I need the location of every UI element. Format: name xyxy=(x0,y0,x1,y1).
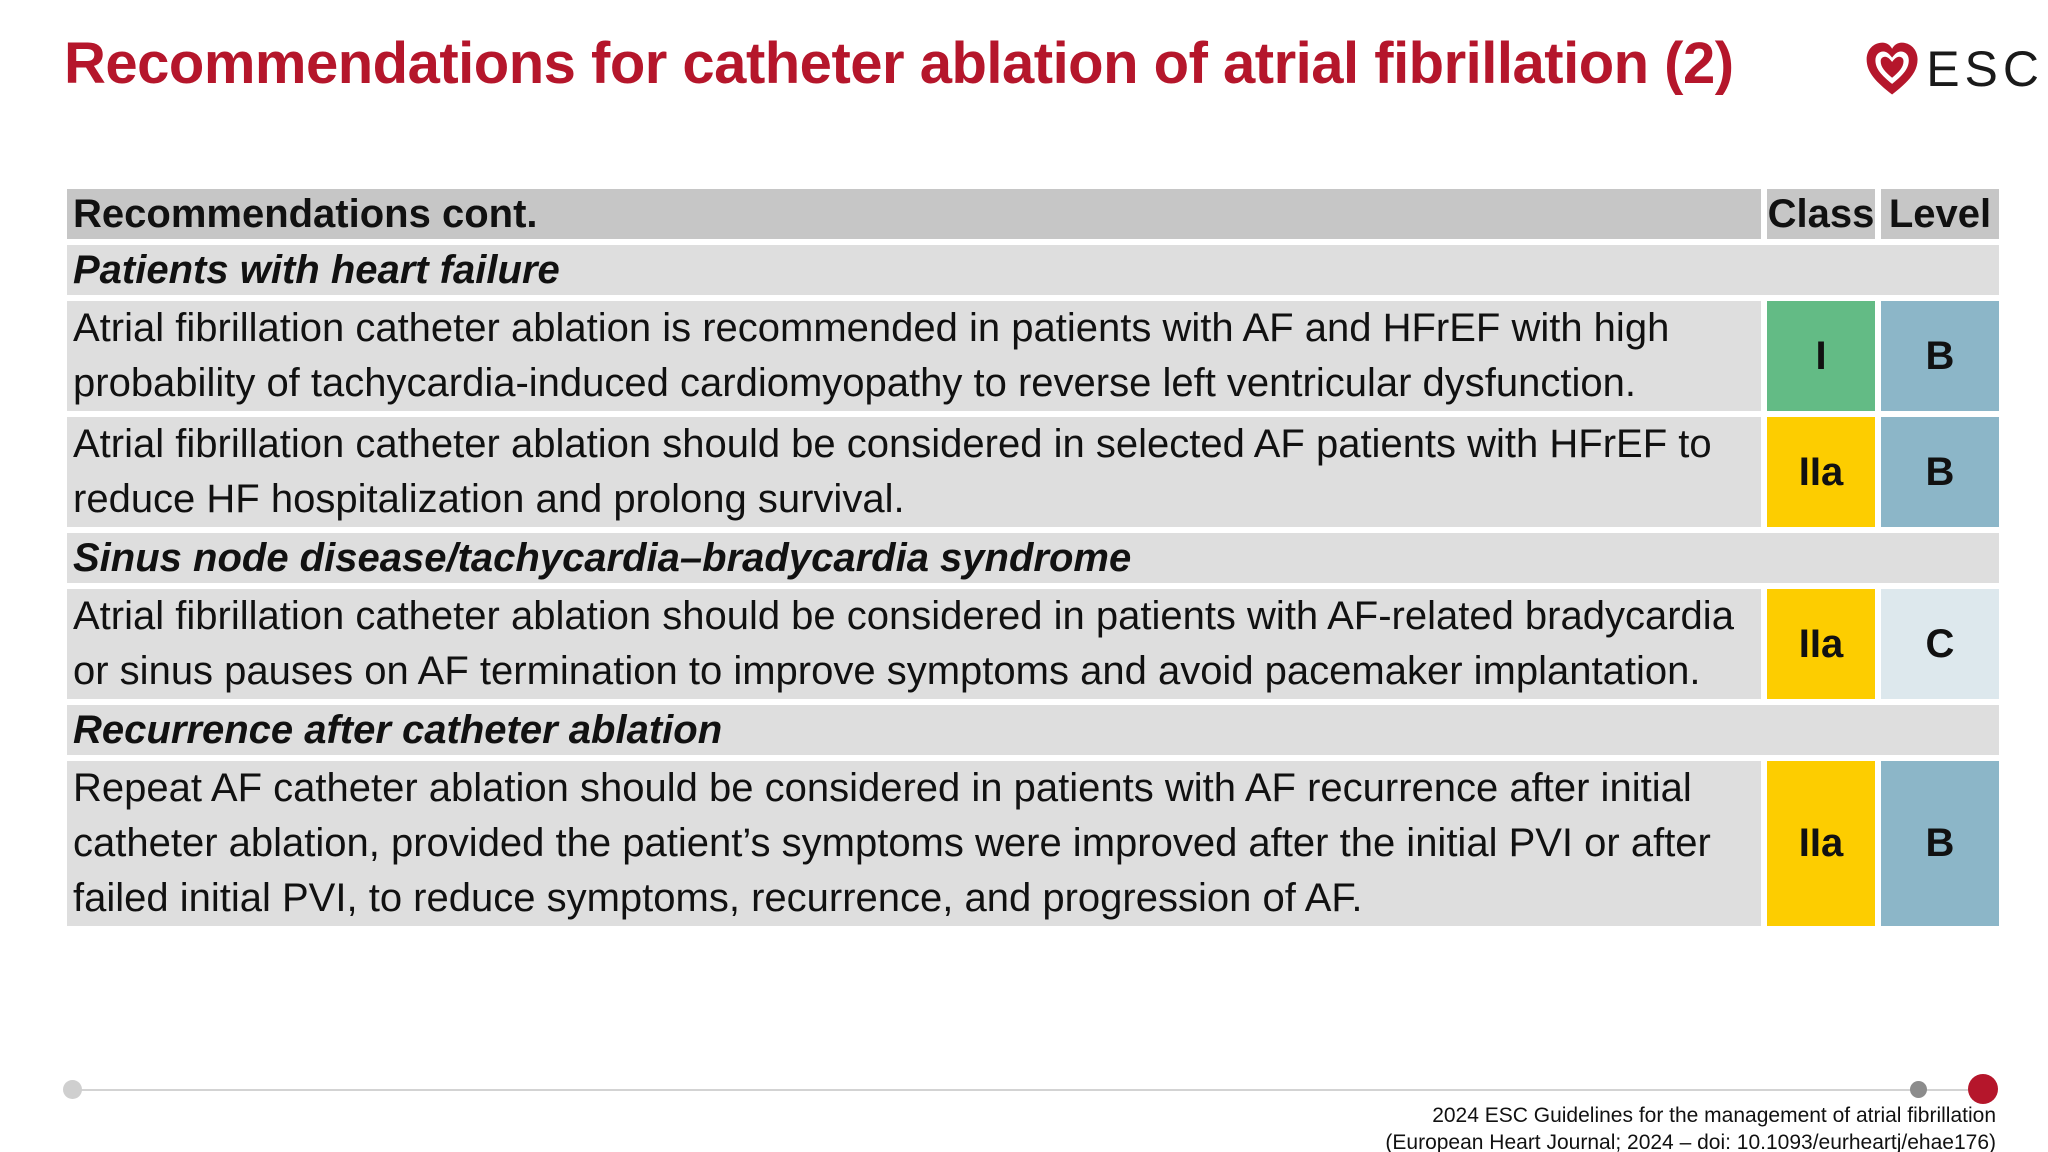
reference-citation xyxy=(1385,1102,1996,1152)
section-heading-row xyxy=(67,245,1999,295)
heart-logo-icon xyxy=(1864,36,1920,102)
section-heading-sinus-node: Sinus node disease/tachycardia–bradycardia syndrome xyxy=(67,533,1999,583)
progress-track xyxy=(72,1089,1984,1091)
reference-line-1: 2024 ESC Guidelines for the management of atrial fibrillation xyxy=(1432,1104,1996,1127)
section-heading-row xyxy=(67,533,1999,583)
table-row xyxy=(67,761,1999,926)
table-row xyxy=(67,417,1999,527)
progress-start-dot xyxy=(63,1080,82,1099)
header-class: Class xyxy=(1767,189,1875,239)
class-badge: I xyxy=(1767,301,1875,411)
level-badge: C xyxy=(1881,589,1999,699)
progress-current-dot xyxy=(1968,1074,1998,1104)
level-badge: B xyxy=(1881,761,1999,926)
esc-logo-text: ESC xyxy=(1926,41,2044,97)
table-row xyxy=(67,589,1999,699)
recommendations-table xyxy=(67,189,1999,932)
class-badge: IIa xyxy=(1767,417,1875,527)
progress-mid-dot xyxy=(1910,1081,1927,1098)
recommendation-text: Atrial fibrillation catheter ablation is recommended in patients with AF and HFrEF with high probability of tachycardia-induced cardiomyopathy to reverse left ventricular dysfunction. xyxy=(67,301,1761,411)
class-badge: IIa xyxy=(1767,589,1875,699)
section-heading-recurrence: Recurrence after catheter ablation xyxy=(67,705,1999,755)
recommendation-text: Atrial fibrillation catheter ablation should be considered in selected AF patients with HFrEF to reduce HF hospitalization and prolong survival. xyxy=(67,417,1761,527)
header-level: Level xyxy=(1881,189,1999,239)
section-heading-row xyxy=(67,705,1999,755)
level-badge: B xyxy=(1881,417,1999,527)
reference-line-2: (European Heart Journal; 2024 – doi: 10.1093/eurheartj/ehae176) xyxy=(1385,1131,1996,1152)
section-heading-heart-failure: Patients with heart failure xyxy=(67,245,1999,295)
class-badge: IIa xyxy=(1767,761,1875,926)
table-row xyxy=(67,301,1999,411)
recommendation-text: Repeat AF catheter ablation should be considered in patients with AF recurrence after initial catheter ablation, provided the patient’s symptoms were improved after the initial PVI or after failed initial PVI, to reduce symptoms, recurrence, and progression of AF. xyxy=(67,761,1761,926)
table-header-row xyxy=(67,189,1999,239)
recommendation-text: Atrial fibrillation catheter ablation should be considered in patients with AF-related bradycardia or sinus pauses on AF termination to improve symptoms and avoid pacemaker implantation. xyxy=(67,589,1761,699)
esc-logo xyxy=(1864,34,2044,104)
header-recommendations: Recommendations cont. xyxy=(67,189,1761,239)
level-badge: B xyxy=(1881,301,1999,411)
page-title: Recommendations for catheter ablation of atrial fibrillation (2) xyxy=(64,31,1734,96)
